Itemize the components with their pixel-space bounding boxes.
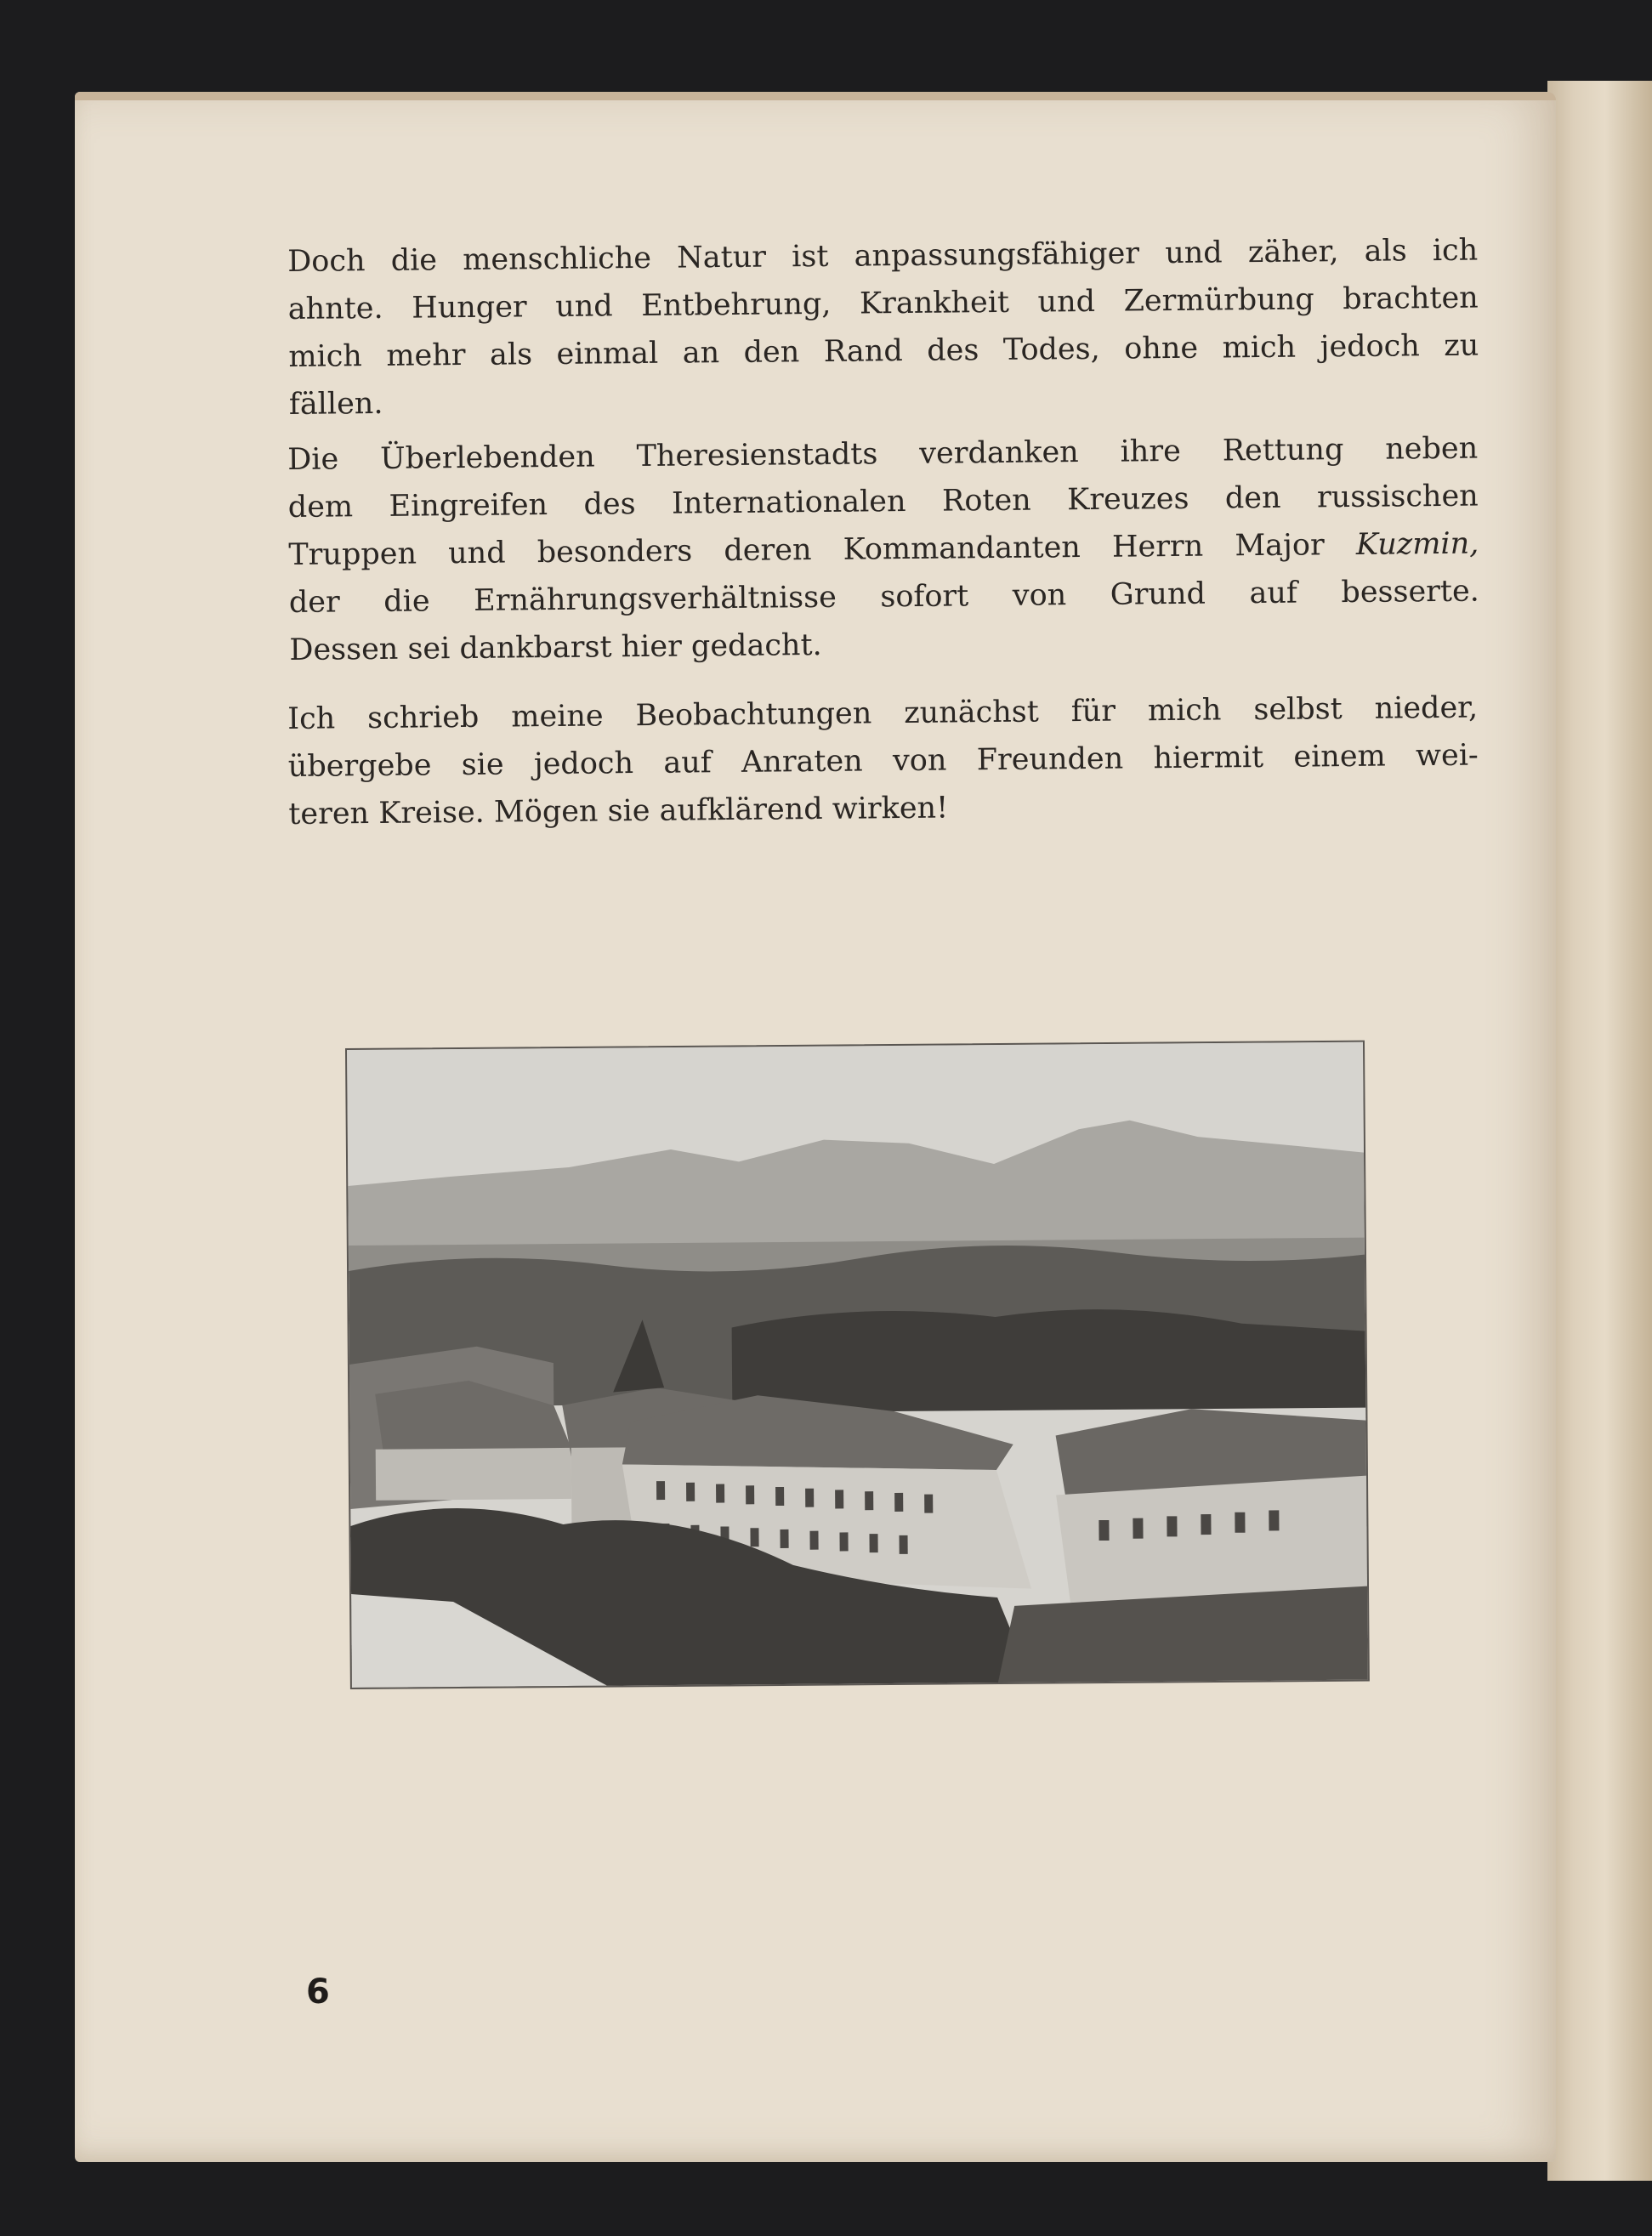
window (924, 1495, 933, 1513)
paragraph-1 (287, 227, 1479, 428)
window (746, 1485, 754, 1504)
window (900, 1535, 908, 1554)
window (1201, 1514, 1211, 1535)
window (1133, 1518, 1143, 1539)
window (839, 1532, 848, 1551)
window (865, 1491, 873, 1510)
paragraph-2 (287, 425, 1480, 674)
text-line: teren Kreise. Mögen sie aufklärend wirken! (288, 791, 949, 831)
window (775, 1487, 784, 1506)
window (716, 1484, 724, 1503)
text-line: Doch die menschliche Natur ist anpassungsfähiger und zäher, als ich (287, 233, 1479, 279)
text-line: fällen. (288, 386, 383, 422)
text-line: Ich schrieb meine Beobachtungen zunächst für mich selbst nieder, (287, 690, 1479, 736)
window (805, 1489, 814, 1507)
town-photograph (345, 1041, 1370, 1689)
window (1269, 1510, 1279, 1530)
window (686, 1483, 695, 1501)
text-line: Dessen sei dankbarst hier gedacht. (289, 627, 822, 667)
window (870, 1534, 878, 1552)
book-page (75, 92, 1556, 2162)
text-line: dem Eingreifen des Internationalen Roten Kreuzes den russischen (287, 479, 1479, 525)
building-left (376, 1448, 571, 1501)
window (750, 1528, 758, 1546)
window (835, 1490, 843, 1508)
text-line: Die Überlebenden Theresienstadts verdanken ihre Rettung neben (287, 431, 1479, 477)
window (780, 1529, 788, 1548)
text-segment: Truppen und besonders deren Kommandanten Herrn Major (288, 528, 1325, 572)
text-line: ahnte. Hunger und Entbehrung, Krankheit und Zermürbung brachten (287, 281, 1479, 326)
paragraph-3 (287, 684, 1479, 838)
window (894, 1493, 903, 1512)
window (1167, 1516, 1177, 1536)
window (656, 1481, 665, 1500)
text-line: der die Ernährungsverhältnisse sofort von Grund auf besserte. (288, 574, 1480, 620)
text-line: mich mehr als einmal an den Rand des Todes, ohne mich jedoch zu (288, 328, 1479, 374)
window (1235, 1512, 1245, 1533)
page-number: 6 (306, 1972, 330, 2012)
italic-name: Kuzmin, (1355, 526, 1479, 562)
book-edge (1547, 81, 1652, 2181)
town-scene-illustration (347, 1042, 1368, 1688)
text-line: übergebe sie jedoch auf Anraten von Freunden hiermit einem wei- (287, 738, 1479, 784)
window (809, 1531, 818, 1550)
window (1098, 1520, 1109, 1541)
